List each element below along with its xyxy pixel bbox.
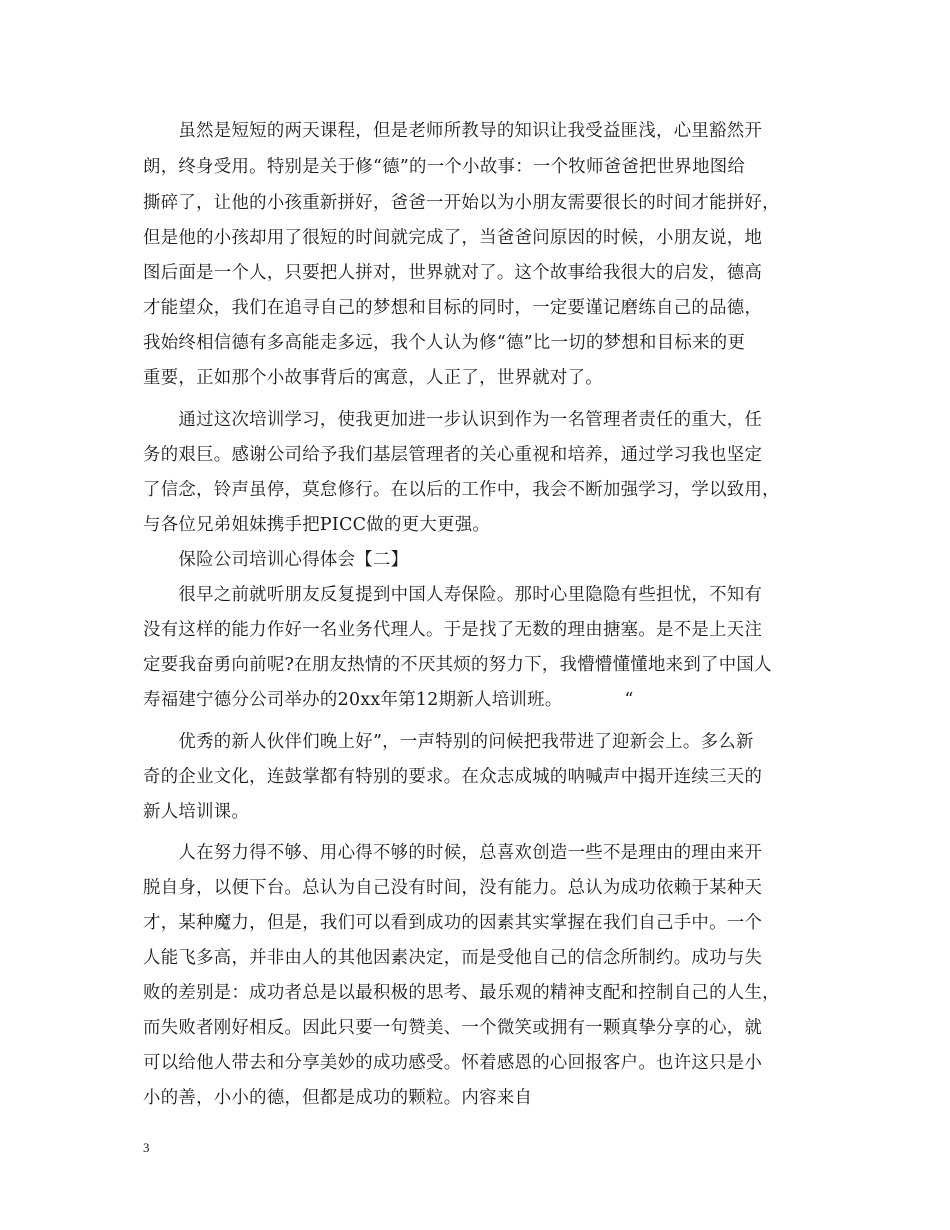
text-line: 与各位兄弟姐妹携手把PICC做的更大更强。 [143, 515, 491, 535]
text-line: 新人培训课。 [143, 802, 250, 822]
text-line: 可以给他人带去和分享美妙的成功感受。怀着感恩的心回报客户。也许这只是小 [143, 1053, 763, 1073]
text-line: 才能望众，我们在追寻自己的梦想和目标的同时，一定要谨记磨练自己的品德， [143, 298, 763, 318]
text-line: 我始终相信德有多高能走多远，我个人认为修“德”比一切的梦想和目标来的更 [143, 333, 746, 353]
page-number: 3 [143, 1140, 150, 1155]
text-line: 撕碎了，让他的小孩重新拼好，爸爸一开始以为小朋友需要很长的时间才能拼好， [143, 193, 780, 213]
text-line: 通过这次培训学习，使我更加进一步认识到作为一名管理者责任的重大，任 [143, 410, 763, 430]
text-line: 而失败者刚好相反。因此只要一句赞美、一个微笑或拥有一颗真挚分享的心，就 [143, 1018, 763, 1038]
text-line: 很早之前就听朋友反复提到中国人寿保险。那时心里隐隐有些担忧，不知有 [143, 585, 763, 605]
text-line: 定要我奋勇向前呢?在朋友热情的不厌其烦的努力下，我懵懵懂懂地来到了中国人 [143, 655, 772, 675]
text-line: 脱自身，以便下台。总认为自己没有时间，没有能力。总认为成功依赖于某种天 [143, 878, 763, 898]
text-line: 人在努力得不够、用心得不够的时候，总喜欢创造一些不是理由的理由来开 [143, 843, 763, 863]
text-line: 奇的企业文化，连鼓掌都有特别的要求。在众志成城的呐喊声中揭开连续三天的 [143, 767, 763, 787]
text-line: 虽然是短短的两天课程，但是老师所教导的知识让我受益匪浅，心里豁然开 [143, 121, 763, 141]
text-line: 小的善，小小的德，但都是成功的颗粒。内容来自 [143, 1088, 533, 1108]
text-line: 重要，正如那个小故事背后的寓意，人正了，世界就对了。 [143, 368, 603, 388]
text-line: 才，某种魔力，但是，我们可以看到成功的因素其实掌握在我们自己手中。一个 [143, 913, 763, 933]
text-line: 务的艰巨。感谢公司给予我们基层管理者的关心重视和培养，通过学习我也坚定 [143, 445, 763, 465]
text-line: 图后面是一个人，只要把人拼对，世界就对了。这个故事给我很大的启发，德高 [143, 263, 763, 283]
section-heading: 保险公司培训心得体会【二】 [143, 550, 409, 570]
text-line: 朗，终身受用。特别是关于修“德”的一个小故事：一个牧师爸爸把世界地图给 [143, 157, 746, 177]
text-line: 优秀的新人伙伴们晚上好”，一声特别的问候把我带进了迎新会上。多么新 [143, 732, 754, 752]
text-line: 没有这样的能力作好一名业务代理人。于是找了无数的理由搪塞。是不是上天注 [143, 620, 763, 640]
text-line: 人能飞多高，并非由人的其他因素决定，而是受他自己的信念所制约。成功与失 [143, 948, 763, 968]
text-line: 寿福建宁德分公司举办的20xx年第12期新人培训班。 “ [143, 690, 634, 710]
text-line: 了信念，铃声虽停，莫怠修行。在以后的工作中，我会不断加强学习，学以致用， [143, 480, 780, 500]
text-line: 但是他的小孩却用了很短的时间就完成了，当爸爸问原因的时候，小朋友说，地 [143, 228, 763, 248]
text-line: 败的差别是：成功者总是以最积极的思考、最乐观的精神支配和控制自己的人生， [143, 983, 780, 1003]
